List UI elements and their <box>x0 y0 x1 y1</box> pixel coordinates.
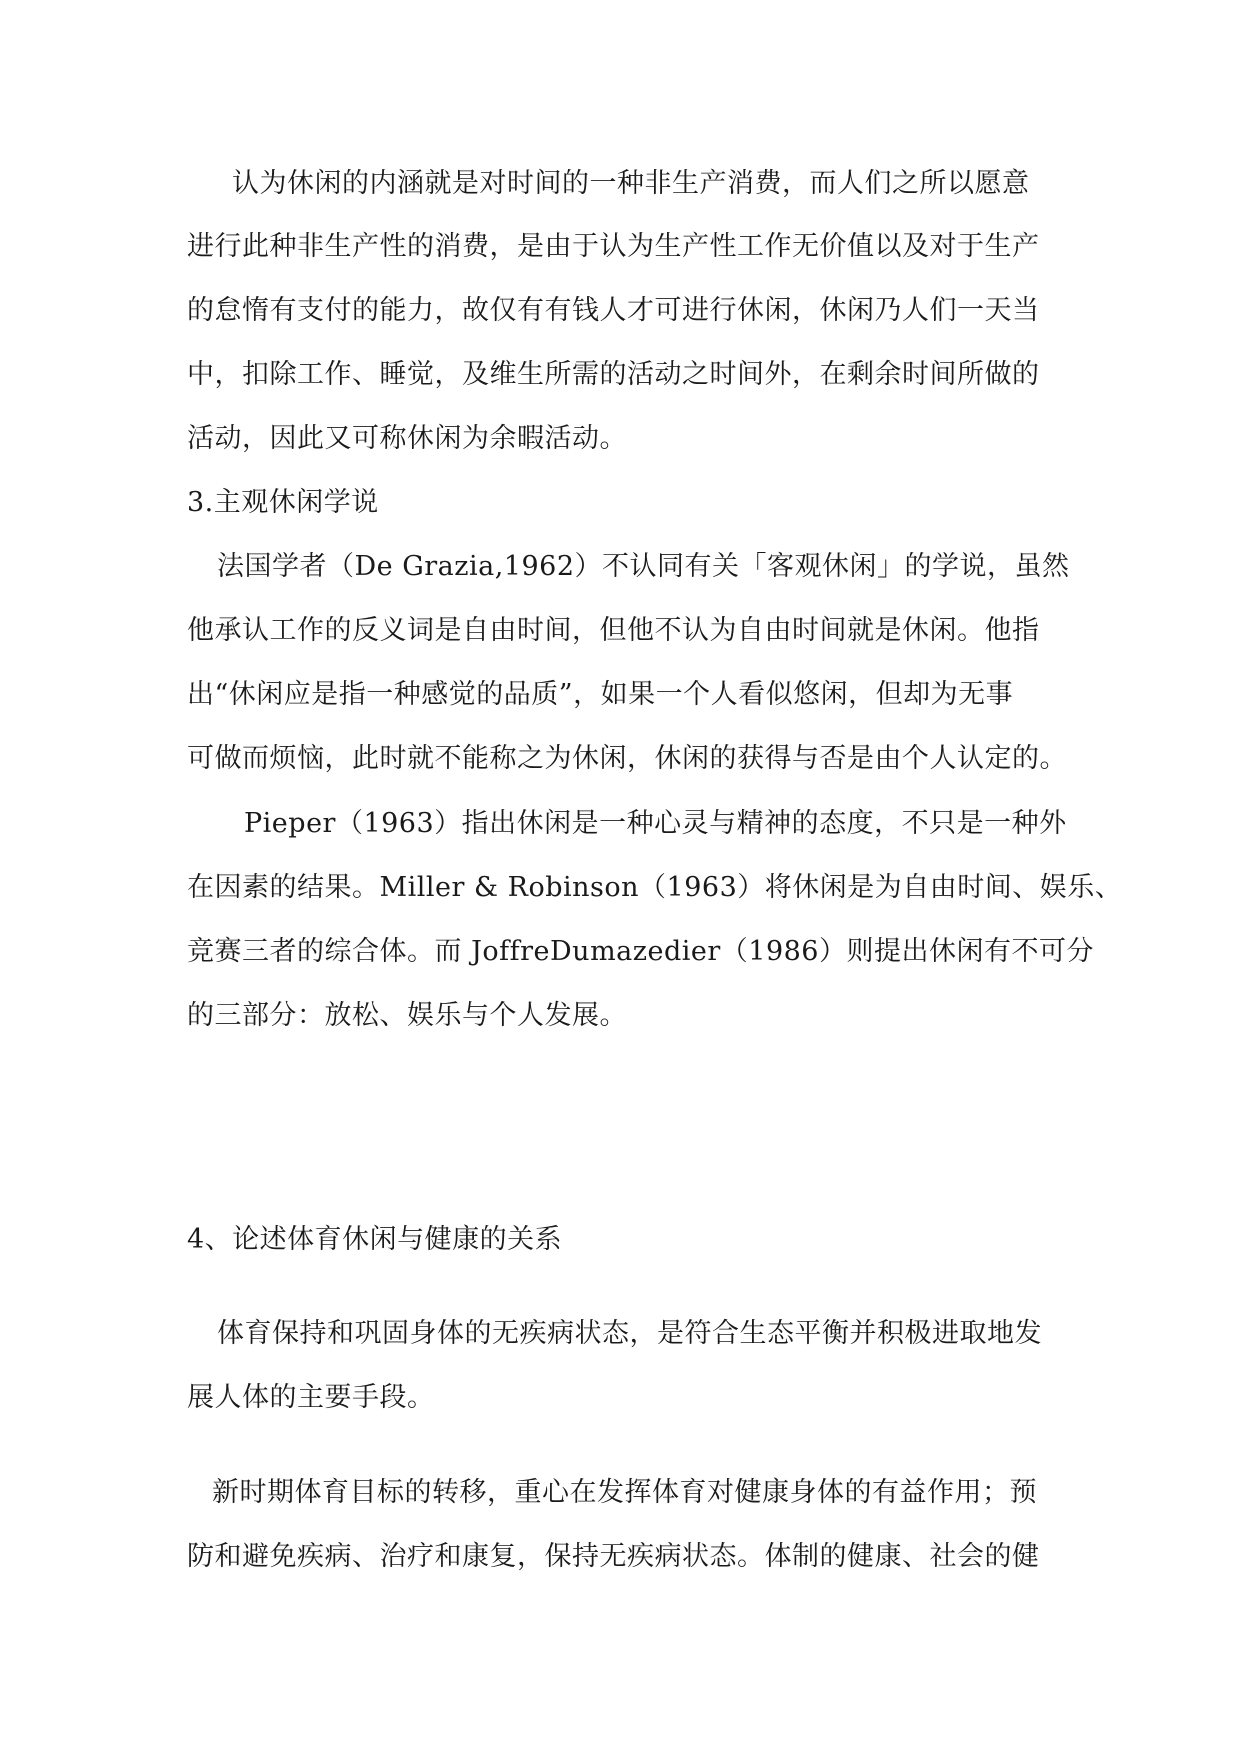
paragraph-1-line-1: 认为休闲的内涵就是对时间的一种非生产消费，而人们之所以愿意 <box>232 168 1030 199</box>
paragraph-2-line-3: 出“休闲应是指一种感觉的品质”，如果一个人看似悠闲，但却为无事 <box>187 679 1014 710</box>
paragraph-4-line-2: 展人体的主要手段。 <box>187 1382 435 1413</box>
paragraph-2-line-2: 他承认工作的反义词是自由时间，但他不认为自由时间就是休闲。他指 <box>187 615 1040 646</box>
paragraph-3-line-4: 的三部分：放松、娱乐与个人发展。 <box>187 1000 627 1031</box>
paragraph-1-line-2: 进行此种非生产性的消费，是由于认为生产性工作无价值以及对于生产 <box>187 231 1040 262</box>
paragraph-1-line-5: 活动，因此又可称休闲为余暇活动。 <box>187 423 627 454</box>
paragraph-1-line-3: 的怠惰有支付的能力，故仅有有钱人才可进行休闲，休闲乃人们一天当 <box>187 295 1040 326</box>
paragraph-3-line-2: 在因素的结果。Miller & Robinson（1963）将休闲是为自由时间、娱乐、 <box>187 872 1123 903</box>
paragraph-1-line-4: 中，扣除工作、睡觉，及维生所需的活动之时间外，在剩余时间所做的 <box>187 359 1040 390</box>
section-heading-3: 3.主观休闲学说 <box>187 487 379 518</box>
paragraph-3-line-1: Pieper（1963）指出休闲是一种心灵与精神的态度，不只是一种外 <box>244 808 1067 839</box>
paragraph-5-line-2: 防和避免疾病、治疗和康复，保持无疾病状态。体制的健康、社会的健 <box>187 1541 1040 1572</box>
paragraph-4-line-1: 体育保持和巩固身体的无疾病状态，是符合生态平衡并积极进取地发 <box>217 1318 1042 1349</box>
paragraph-3-line-3: 竞赛三者的综合体。而 JoffreDumazedier（1986）则提出休闲有不可分 <box>187 936 1094 967</box>
paragraph-2-line-4: 可做而烦恼，此时就不能称之为休闲，休闲的获得与否是由个人认定的。 <box>187 743 1067 774</box>
section-heading-4: 4、论述体育休闲与健康的关系 <box>187 1224 563 1255</box>
paragraph-2-line-1: 法国学者（De Grazia,1962）不认同有关「客观休闲」的学说，虽然 <box>217 551 1070 582</box>
paragraph-5-line-1: 新时期体育目标的转移，重心在发挥体育对健康身体的有益作用；预 <box>212 1477 1037 1508</box>
